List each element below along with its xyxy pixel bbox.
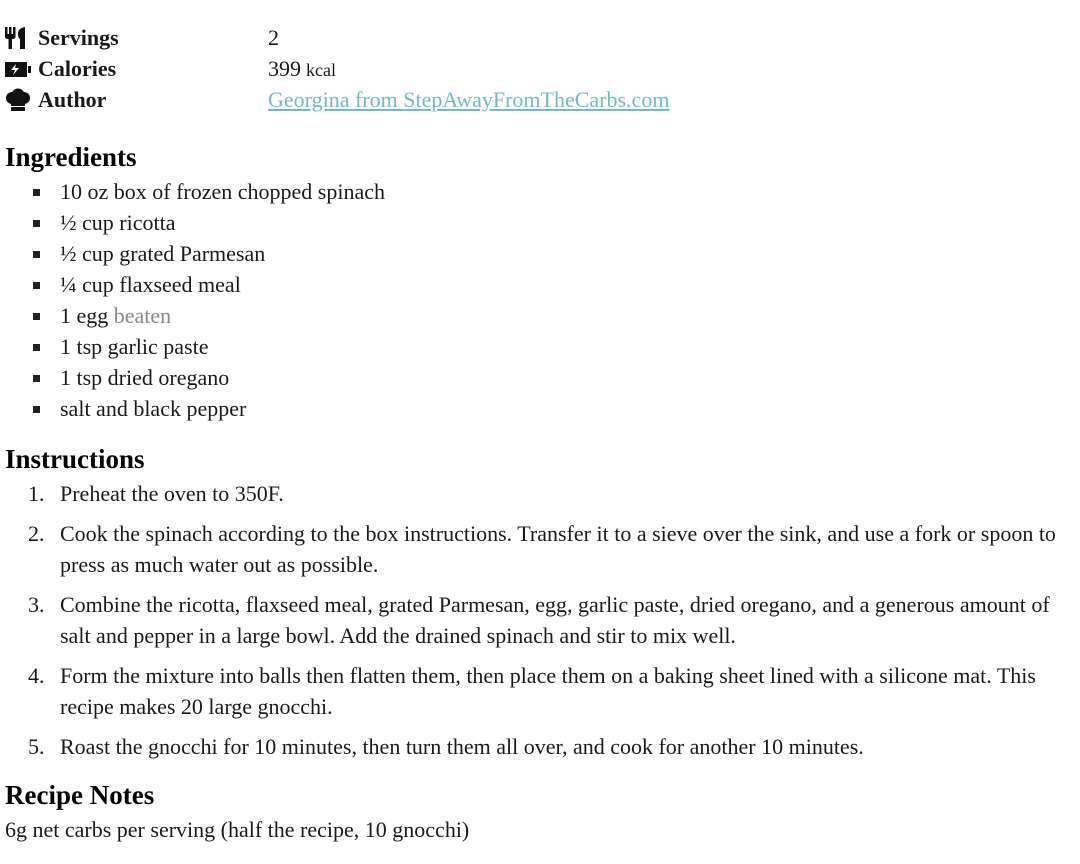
calories-unit: kcal xyxy=(306,59,336,80)
ingredient-text: 10 oz box of frozen chopped spinach xyxy=(60,179,386,204)
recipe-notes-heading: Recipe Notes xyxy=(5,780,155,810)
ingredient-item xyxy=(0,238,385,269)
calories-value-group xyxy=(268,56,336,82)
chef-hat-icon xyxy=(4,88,32,112)
calories-label: Calories xyxy=(38,55,117,81)
battery-icon xyxy=(4,57,32,81)
instruction-step xyxy=(0,478,1080,509)
instructions-heading: Instructions xyxy=(5,444,145,474)
servings-label-group xyxy=(4,25,268,51)
step-text: Form the mixture into balls then flatten them, then place them on a baking sheet lined with a silicone mat. This recipe makes 20 large gnocchi. xyxy=(60,663,1036,719)
ingredients-list xyxy=(0,176,385,424)
servings-label: Servings xyxy=(38,24,119,50)
fork-knife-icon xyxy=(4,26,32,50)
step-text: Combine the ricotta, flaxseed meal, grated Parmesan, egg, garlic paste, dried oregano, and a generous amount of salt and pepper in a large bowl. Add the drained spinach and stir to mix well. xyxy=(60,592,1050,648)
instruction-step xyxy=(0,589,1080,651)
step-text: Preheat the oven to 350F. xyxy=(60,481,284,506)
instruction-step xyxy=(0,731,1080,762)
step-number: 3. xyxy=(28,592,45,617)
step-number: 5. xyxy=(28,734,45,759)
servings-value: 2 xyxy=(268,24,279,50)
author-link[interactable]: Georgina from StepAwayFromTheCarbs.com xyxy=(268,86,670,112)
recipe-meta xyxy=(4,22,669,115)
author-label-group xyxy=(4,87,268,113)
ingredient-item xyxy=(0,362,385,393)
author-row xyxy=(4,84,669,115)
ingredient-item xyxy=(0,300,385,331)
step-text: Roast the gnocchi for 10 minutes, then turn them all over, and cook for another 10 minutes. xyxy=(60,734,864,759)
step-number: 4. xyxy=(28,663,45,688)
step-text: Cook the spinach according to the box instructions. Transfer it to a sieve over the sink, and use a fork or spoon to press as much water out as possible. xyxy=(60,521,1056,577)
ingredient-text: ½ cup ricotta xyxy=(60,210,176,235)
ingredient-item xyxy=(0,176,385,207)
recipe-notes-text: 6g net carbs per serving (half the recipe, 10 gnocchi) xyxy=(5,817,470,842)
ingredient-text: ½ cup grated Parmesan xyxy=(60,241,266,266)
step-number: 2. xyxy=(28,521,45,546)
ingredient-text: ¼ cup flaxseed meal xyxy=(60,272,241,297)
ingredient-item xyxy=(0,331,385,362)
ingredient-item xyxy=(0,393,385,424)
calories-label-group xyxy=(4,56,268,82)
calories-value: 399 xyxy=(268,55,301,81)
ingredient-note: beaten xyxy=(113,303,172,328)
ingredient-item xyxy=(0,207,385,238)
instruction-step xyxy=(0,518,1080,580)
instruction-step xyxy=(0,660,1080,722)
ingredient-item xyxy=(0,269,385,300)
servings-row xyxy=(4,22,669,53)
ingredient-text: salt and black pepper xyxy=(60,396,247,421)
ingredient-text: 1 egg xyxy=(60,303,109,328)
ingredient-text: 1 tsp dried oregano xyxy=(60,365,230,390)
instructions-list xyxy=(0,478,1080,771)
ingredients-heading: Ingredients xyxy=(5,142,137,172)
ingredient-text: 1 tsp garlic paste xyxy=(60,334,209,359)
author-label: Author xyxy=(38,86,107,112)
calories-row xyxy=(4,53,669,84)
step-number: 1. xyxy=(28,481,45,506)
